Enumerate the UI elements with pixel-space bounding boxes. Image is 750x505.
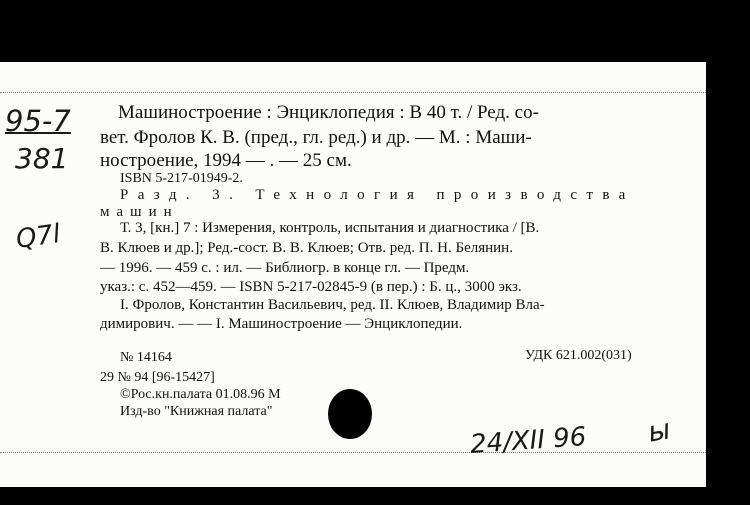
- section-heading: Разд. 3. Технология производства: [120, 187, 635, 203]
- dotted-rule: [0, 92, 706, 93]
- handwritten-call-number-top: 95-7: [5, 104, 71, 138]
- scan-border-right: [706, 0, 750, 505]
- isbn-general: ISBN 5-217-01949-2.: [120, 171, 243, 186]
- dotted-rule: [0, 452, 706, 453]
- copyright-line: ©Рос.кн.палата 01.08.96 М: [120, 387, 281, 402]
- card-number: № 14164: [120, 350, 172, 365]
- entry-line-2: вет. Фролов К. В. (пред., гл. ред.) и др. — М. : Маши-: [100, 127, 532, 148]
- scan-border-top: [0, 0, 750, 62]
- handwritten-date: 24/XII 96: [469, 421, 588, 461]
- tracing-line-2: димирович. — — I. Машиностроение — Энциклопедии.: [100, 316, 463, 332]
- scan-border-bottom: [0, 487, 750, 505]
- entry-line-3: ностроение, 1994 — . — 25 см.: [100, 150, 352, 171]
- ink-blot: [328, 389, 372, 439]
- volume-line-2: В. Клюев и др.]; Ред.-сост. В. В. Клюев; Отв. ред. П. Н. Белянин.: [100, 240, 513, 256]
- udk-code: УДК 621.002(031): [525, 348, 632, 363]
- entry-line-1: Машиностроение : Энциклопедия : В 40 т. / Ред. со-: [118, 102, 539, 123]
- handwritten-initials: ы: [645, 412, 673, 449]
- registration-number: 29 № 94 [96-15427]: [100, 370, 215, 385]
- volume-line-1: Т. 3, [кн.] 7 : Измерения, контроль, испытания и диагностика / [В.: [120, 220, 540, 236]
- volume-line-3: — 1996. — 459 с. : ил. — Библиогр. в конце гл. — Предм.: [100, 260, 470, 276]
- handwritten-call-number-bottom: 381: [15, 142, 69, 175]
- tracing-line-1: I. Фролов, Константин Васильевич, ред. II. Клюев, Владимир Вла-: [120, 297, 545, 313]
- section-heading-continued: машин: [100, 204, 179, 220]
- publisher-line: Изд-во "Книжная палата": [120, 404, 273, 419]
- handwritten-margin-mark: Q7l: [14, 219, 63, 255]
- volume-line-4: указ.: с. 452—459. — ISBN 5-217-02845-9 (в пер.) : Б. ц., 3000 экз.: [100, 279, 522, 295]
- catalog-card: [0, 62, 706, 487]
